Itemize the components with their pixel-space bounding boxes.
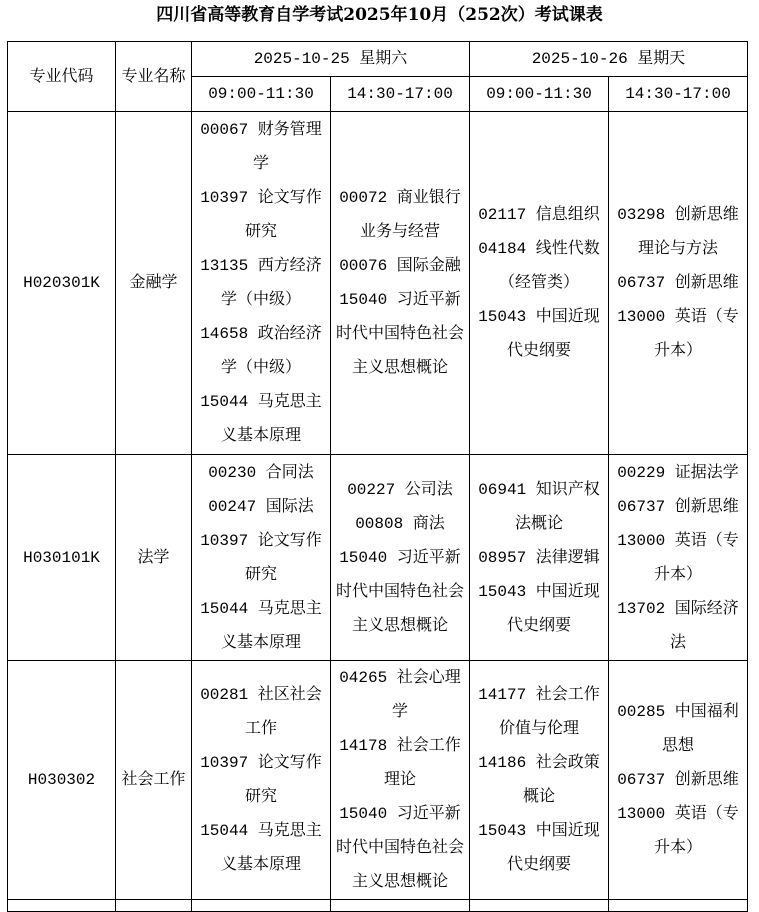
course-item: 15044 马克思主义基本原理: [200, 393, 322, 445]
course-item: 15044 马克思主义基本原理: [200, 822, 322, 874]
exam-cell: [192, 455, 331, 661]
course-item: 14177 社会工作价值与伦理: [478, 686, 600, 738]
major-code: H030302: [8, 661, 116, 900]
table-row: [8, 455, 748, 661]
course-item: 14658 政治经济学（中级）: [200, 325, 322, 377]
course-item: 15043 中国近现代史纲要: [478, 582, 600, 635]
course-item: 00227 公司法: [347, 480, 453, 499]
course-item: 14186 社会政策概论: [478, 754, 600, 806]
exam-cell: [331, 661, 470, 900]
course-item: 06737 创新思维: [617, 771, 739, 789]
header-day-2: 2025-10-26 星期天: [470, 42, 748, 77]
header-major-name: 专业名称: [116, 42, 192, 112]
course-item: 04265 社会心理学: [339, 669, 461, 721]
course-item: 03298 创新思维理论与方法: [617, 206, 739, 258]
course-item: 06737 创新思维: [617, 274, 739, 292]
course-item: 00230 合同法: [208, 463, 314, 482]
exam-schedule-table: [7, 41, 748, 912]
exam-cell: [192, 661, 331, 900]
course-item: 00247 国际法: [208, 497, 314, 516]
course-item: 00067 财务管理学: [200, 121, 322, 173]
header-slot: 09:00-11:30: [192, 77, 331, 112]
course-item: 13000 英语（专升本）: [617, 531, 739, 584]
course-item: 00229 证据法学: [617, 463, 739, 482]
major-code: H030101K: [8, 455, 116, 661]
table-row-partial: [8, 900, 748, 912]
major-code: H020301K: [8, 112, 116, 455]
course-item: 00281 社区社会工作: [200, 686, 322, 738]
course-item: 15040 习近平新时代中国特色社会主义思想概论: [335, 805, 464, 891]
course-item: 13702 国际经济法: [617, 599, 739, 652]
exam-cell: [331, 112, 470, 455]
course-item: 10397 论文写作研究: [200, 531, 322, 584]
exam-cell: [470, 661, 609, 900]
course-item: 06941 知识产权法概论: [478, 480, 600, 533]
course-item: 13000 英语（专升本）: [617, 308, 739, 360]
course-item: 00808 商法: [355, 514, 445, 533]
course-item: 13135 西方经济学（中级）: [200, 257, 322, 309]
course-item: 00285 中国福利思想: [617, 703, 739, 755]
course-item: 10397 论文写作研究: [200, 189, 322, 241]
header-slot: 09:00-11:30: [470, 77, 609, 112]
table-row: [8, 112, 748, 455]
course-item: 15040 习近平新时代中国特色社会主义思想概论: [335, 548, 464, 635]
major-name: 金融学: [116, 112, 192, 455]
course-item: 15040 习近平新时代中国特色社会主义思想概论: [335, 291, 464, 377]
exam-cell: [609, 112, 748, 455]
major-name: 社会工作: [116, 661, 192, 900]
table-row: [8, 661, 748, 900]
page-title: 四川省高等教育自学考试2025年10月（252次）考试课表: [156, 5, 603, 25]
course-item: 00072 商业银行业务与经营: [339, 189, 461, 241]
exam-cell: [331, 455, 470, 661]
course-item: 10397 论文写作研究: [200, 754, 322, 806]
exam-cell: [470, 455, 609, 661]
exam-cell: [609, 661, 748, 900]
exam-cell: [192, 112, 331, 455]
course-item: 02117 信息组织: [478, 206, 600, 224]
course-item: 06737 创新思维: [617, 497, 739, 516]
course-item: 08957 法律逻辑: [478, 548, 600, 567]
exam-cell: [470, 112, 609, 455]
course-item: 15043 中国近现代史纲要: [478, 822, 600, 874]
major-name: 法学: [116, 455, 192, 661]
course-item: 14178 社会工作理论: [339, 737, 461, 789]
course-item: 13000 英语（专升本）: [617, 805, 739, 857]
header-major-code: 专业代码: [8, 42, 116, 112]
header-slot: 14:30-17:00: [609, 77, 748, 112]
header-slot: 14:30-17:00: [331, 77, 470, 112]
course-item: 15043 中国近现代史纲要: [478, 308, 600, 360]
course-item: 15044 马克思主义基本原理: [200, 599, 322, 652]
exam-cell: [609, 455, 748, 661]
header-day-1: 2025-10-25 星期六: [192, 42, 470, 77]
course-item: 04184 线性代数（经管类）: [478, 240, 600, 292]
course-item: 00076 国际金融: [339, 257, 461, 275]
